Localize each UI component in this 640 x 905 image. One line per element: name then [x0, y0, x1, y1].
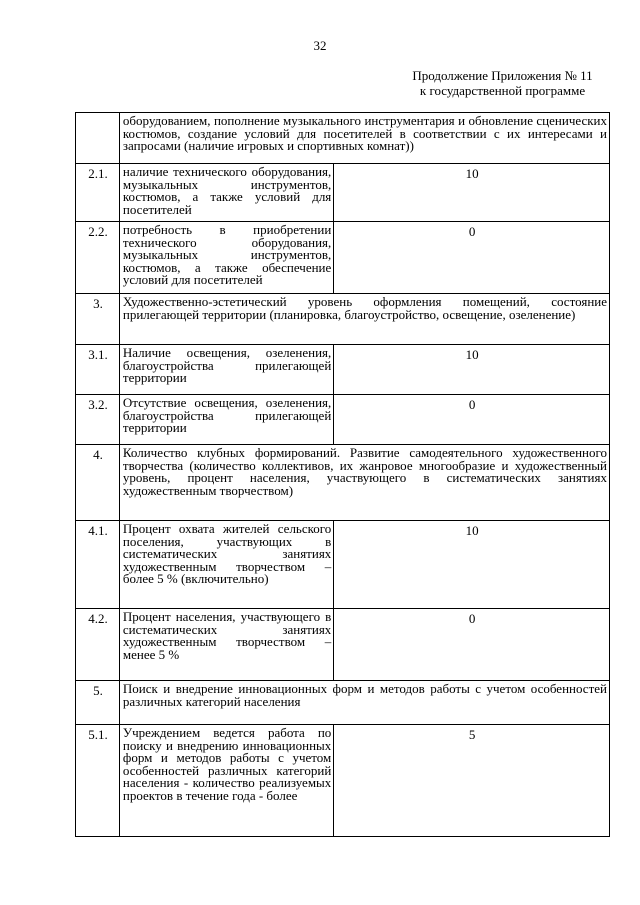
criterion-text: Учреждением ведется работа по поиску и внедрению инновационных форм и методов работы с учетом особенностей различных категорий населения - количество реализуемых проектов в течение года - более: [119, 725, 333, 837]
table-row: [76, 395, 610, 445]
score-value: 10: [334, 164, 610, 222]
criterion-text: Процент населения, участвующего в систематических занятиях художественным творчеством – менее 5 %: [119, 609, 333, 681]
appendix-header: [395, 68, 610, 98]
table-row: [76, 345, 610, 395]
row-number: 5.1.: [76, 725, 120, 837]
appendix-header-line1: Продолжение Приложения № 11: [412, 68, 593, 83]
criterion-text: Наличие освещения, озеленения, благоустройства прилегающей территории: [119, 345, 333, 395]
table-row: [76, 681, 610, 725]
row-number-cell: [76, 113, 120, 164]
criterion-text: потребность в приобретении технического оборудования, музыкальных инструментов, костюмов, а также обеспечение условий для посетителей: [119, 222, 333, 294]
row-number: 4.: [76, 445, 120, 521]
score-value: 0: [334, 222, 610, 294]
table-row: [76, 294, 610, 345]
table-row: [76, 164, 610, 222]
score-value: 0: [334, 609, 610, 681]
continuation-text: оборудованием, пополнение музыкального инструментария и обновление сценических костюмов, создание условий для посетителей в соответствии с их интересами и запросами (наличие игровых и спортивных комнат)): [119, 113, 609, 164]
row-number: 4.2.: [76, 609, 120, 681]
section-heading: Художественно-эстетический уровень оформления помещений, состояние прилегающей территории (планировка, благоустройство, освещение, озеленение): [119, 294, 609, 345]
section-heading: Количество клубных формирований. Развитие самодеятельного художественного творчества (количество коллективов, их жанровое многообразие и художественный уровень, процент населения, участвующего в систематических занятиях художественным творчеством): [119, 445, 609, 521]
row-number: 3.1.: [76, 345, 120, 395]
score-value: 0: [334, 395, 610, 445]
table-row: [76, 113, 610, 164]
table-row: [76, 445, 610, 521]
row-number: 2.1.: [76, 164, 120, 222]
row-number: 4.1.: [76, 521, 120, 609]
score-value: 5: [334, 725, 610, 837]
score-value: 10: [334, 345, 610, 395]
row-number: 5.: [76, 681, 120, 725]
criterion-text: наличие технического оборудования, музыкальных инструментов, костюмов, а также условий для посетителей: [119, 164, 333, 222]
table-row: [76, 609, 610, 681]
row-number: 2.2.: [76, 222, 120, 294]
criterion-text: Отсутствие освещения, озеленения, благоустройства прилегающей территории: [119, 395, 333, 445]
table-row: [76, 521, 610, 609]
row-number: 3.: [76, 294, 120, 345]
table-row: [76, 725, 610, 837]
appendix-header-line2: к государственной программе: [419, 83, 586, 98]
criteria-table: [75, 112, 610, 837]
row-number: 3.2.: [76, 395, 120, 445]
criterion-text: Процент охвата жителей сельского поселения, участвующих в систематических занятиях художественным творчеством – более 5 % (включительно): [119, 521, 333, 609]
table-row: [76, 222, 610, 294]
section-heading: Поиск и внедрение инновационных форм и методов работы с учетом особенностей различных категорий населения: [119, 681, 609, 725]
score-value: 10: [334, 521, 610, 609]
page-number: 32: [313, 38, 327, 53]
